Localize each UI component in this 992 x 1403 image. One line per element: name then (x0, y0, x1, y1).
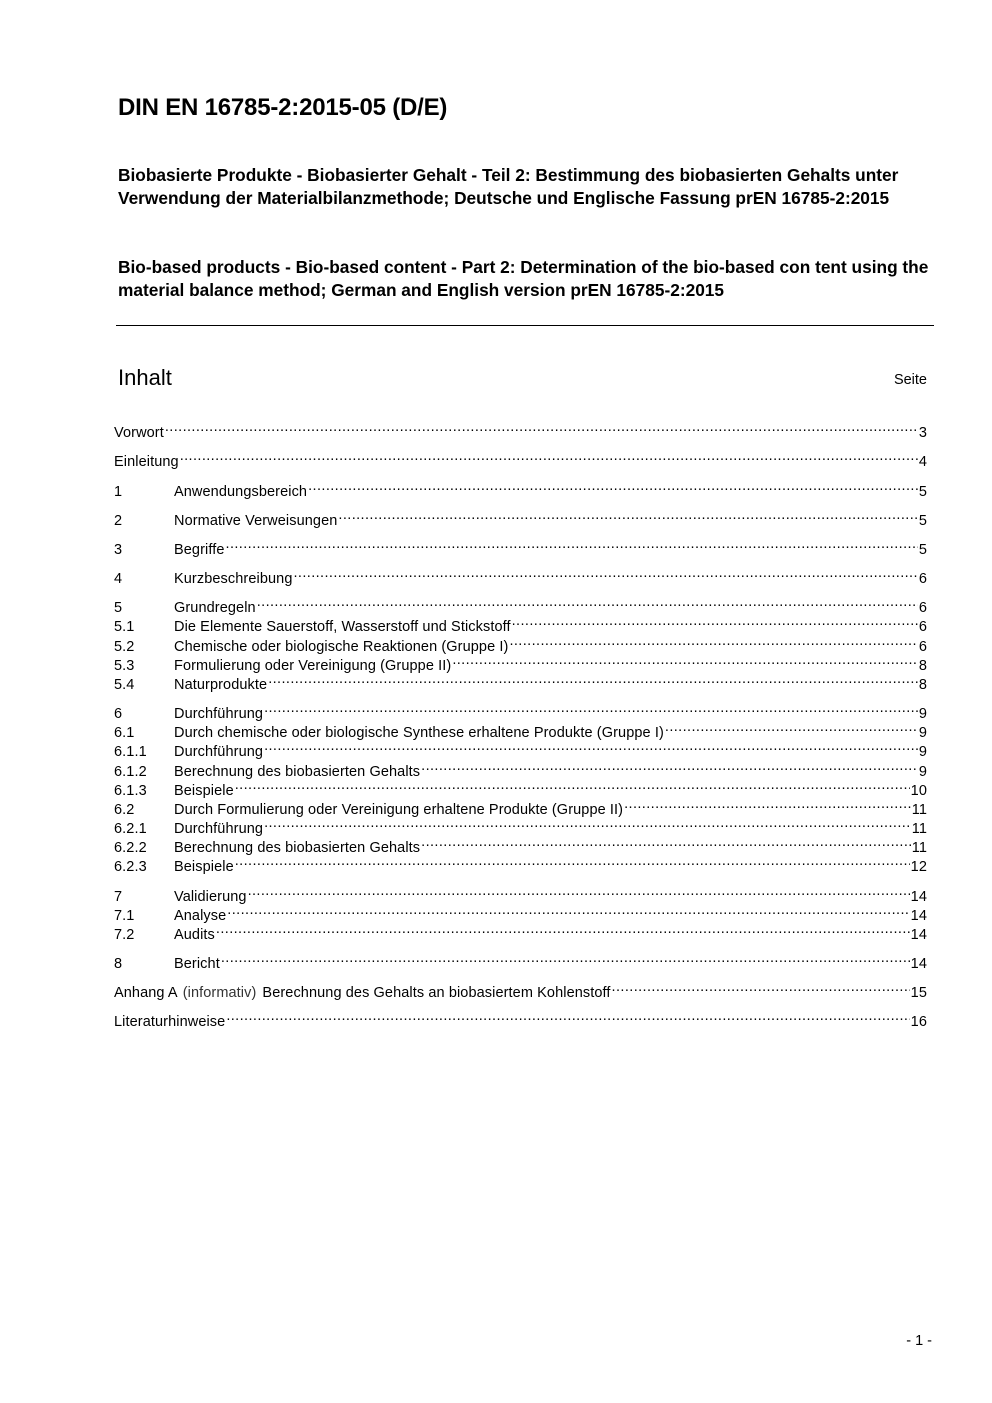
toc-entry-number: 7.2 (114, 927, 135, 943)
toc-entry-page: 15 (910, 985, 927, 1001)
toc-entry[interactable] (114, 737, 927, 760)
toc-entry[interactable] (114, 506, 927, 529)
toc-entry-number: 6.1.3 (114, 783, 147, 799)
toc-entry-title: Durch Formulierung oder Vereinigung erhaltene Produkte (Gruppe II) (174, 802, 624, 818)
toc-entry-number: 7 (114, 889, 123, 905)
toc-leader-dots (257, 593, 918, 612)
toc-entry-page: 9 (918, 744, 927, 760)
toc-entry[interactable] (114, 593, 927, 616)
toc-entry-number: 6.2.2 (114, 840, 147, 856)
toc-entry[interactable] (114, 651, 927, 674)
toc-entry[interactable] (114, 852, 927, 875)
title-divider (116, 325, 934, 326)
toc-entry-title: Berechnung des biobasierten Gehalts (174, 840, 421, 856)
toc-entry-title: Durchführung (174, 821, 264, 837)
toc-entry-title: Durch chemische oder biologische Synthese erhaltene Produkte (Gruppe I) (174, 725, 664, 741)
toc-leader-dots (264, 737, 918, 756)
toc-entry[interactable] (114, 477, 927, 500)
toc-leader-dots (235, 776, 910, 795)
toc-entry-page: 8 (918, 658, 927, 674)
toc-entry-title: Literaturhinweise (114, 1014, 226, 1030)
toc-entry-number: 5 (114, 600, 123, 616)
toc-entry-number: 8 (114, 956, 123, 972)
toc-leader-dots (612, 978, 910, 997)
toc-entry-number: 6.1.1 (114, 744, 147, 760)
page-number: - 1 - (906, 1333, 932, 1349)
toc-leader-dots (165, 418, 918, 437)
toc-entry-number: 6.2 (114, 802, 135, 818)
toc-entry-annex[interactable] (114, 978, 927, 1001)
toc-entry[interactable] (114, 795, 927, 818)
toc-entry-title: Anhang A (114, 985, 178, 1001)
toc-entry-title: Vorwort (114, 425, 164, 441)
toc-entry-title: Normative Verweisungen (174, 513, 338, 529)
toc-leader-dots (216, 920, 910, 939)
toc-leader-dots (264, 814, 911, 833)
toc-entry-number: 5.4 (114, 677, 135, 693)
toc-entry-page: 5 (918, 542, 927, 558)
toc-entry-page: 14 (910, 889, 927, 905)
toc-entry-number: 6.1.2 (114, 764, 147, 780)
toc-entry-page: 4 (918, 454, 927, 470)
toc-entry-title: Kurzbeschreibung (174, 571, 293, 587)
toc-entry-title: Beispiele (174, 859, 234, 875)
toc-leader-dots (226, 1007, 909, 1026)
toc-entry-page: 5 (918, 513, 927, 529)
toc-leader-dots (665, 718, 918, 737)
toc-entry-title: Anwendungsbereich (174, 484, 308, 500)
title-german: Biobasierte Produkte - Biobasierter Gehalt - Teil 2: Bestimmung des biobasierten Gehalts unter Verwendung der Materialbilanzmethode; Deutsche und Englische Fassung prEN 16785-2:2015 (118, 165, 899, 208)
toc-entry-page: 6 (918, 619, 927, 635)
toc-entry[interactable] (114, 814, 927, 837)
toc-heading: Inhalt (118, 365, 172, 390)
toc-entry-title: Die Elemente Sauerstoff, Wasserstoff und Stickstoff (174, 619, 511, 635)
toc-entry[interactable] (114, 949, 927, 972)
toc-leader-dots (293, 564, 917, 583)
toc-entry-title: Beispiele (174, 783, 234, 799)
toc-entry-page: 11 (911, 840, 927, 856)
toc-entry[interactable] (114, 699, 927, 722)
toc-entry-title: Bericht (174, 956, 220, 972)
toc-entry-page: 12 (910, 859, 927, 875)
toc-entry-note: (informativ) (182, 985, 257, 1001)
toc-entry[interactable] (114, 920, 927, 943)
toc-leader-dots (512, 612, 918, 631)
toc-entry-title: Grundregeln (174, 600, 256, 616)
toc-entry-page: 11 (911, 802, 927, 818)
toc-entry[interactable] (114, 670, 927, 693)
toc-entry[interactable] (114, 564, 927, 587)
toc-entry-page: 6 (918, 639, 927, 655)
toc-entry-page: 11 (911, 821, 927, 837)
toc-entry-title: Durchführung (174, 706, 264, 722)
toc-entry[interactable] (114, 632, 927, 655)
toc-entry-number: 5.1 (114, 619, 135, 635)
toc-entry-page: 16 (910, 1014, 927, 1030)
toc-entry-number: 6.2.3 (114, 859, 147, 875)
toc-leader-dots (264, 699, 918, 718)
toc-leader-dots (338, 506, 917, 525)
toc-leader-dots (221, 949, 910, 968)
toc-leader-dots (226, 535, 918, 554)
toc-leader-dots (268, 670, 918, 689)
toc-entry-page: 6 (918, 600, 927, 616)
toc-entry-page: 3 (918, 425, 927, 441)
toc-entry-number: 3 (114, 542, 123, 558)
toc-entry-title: Validierung (174, 889, 247, 905)
toc-entry[interactable] (114, 535, 927, 558)
toc-entry-number: 5.3 (114, 658, 135, 674)
toc-leader-dots (421, 757, 918, 776)
toc-entry-page: 9 (918, 764, 927, 780)
toc-entry-number: 7.1 (114, 908, 135, 924)
toc-entry-number: 1 (114, 484, 123, 500)
toc-entry-page: 5 (918, 484, 927, 500)
toc-leader-dots (624, 795, 911, 814)
toc-entry-number: 6.1 (114, 725, 135, 741)
toc-entry[interactable] (114, 447, 927, 470)
toc-entry-title: Einleitung (114, 454, 179, 470)
toc-leader-dots (452, 651, 918, 670)
toc-entry-page: 6 (918, 571, 927, 587)
toc-entry-title: Berechnung des biobasierten Gehalts (174, 764, 421, 780)
toc-entry-title: Chemische oder biologische Reaktionen (Gruppe I) (174, 639, 509, 655)
toc-entry-page: 8 (918, 677, 927, 693)
toc-page-label: Seite (893, 372, 927, 388)
toc-leader-dots (248, 882, 910, 901)
toc-entry-title: Analyse (174, 908, 227, 924)
toc-leader-dots (180, 447, 918, 466)
toc-leader-dots (308, 477, 918, 496)
toc-entry-number: 6 (114, 706, 123, 722)
toc-entry[interactable] (114, 882, 927, 905)
toc-entry[interactable] (114, 776, 927, 799)
toc-entry-page: 14 (910, 927, 927, 943)
toc-entry[interactable] (114, 1007, 927, 1030)
toc-entry-page: 14 (910, 956, 927, 972)
toc-entry-page: 9 (918, 725, 927, 741)
toc-entry[interactable] (114, 612, 927, 635)
toc-entry-title: Audits (174, 927, 215, 943)
toc-entry-page: 14 (910, 908, 927, 924)
toc-leader-dots (235, 852, 910, 871)
toc-leader-dots (227, 901, 909, 920)
toc-entry[interactable] (114, 718, 927, 741)
toc-leader-dots (509, 632, 917, 651)
toc-entry-number: 5.2 (114, 639, 135, 655)
toc-entry-subtitle: Berechnung des Gehalts an biobasiertem Kohlenstoff (262, 985, 611, 1001)
toc-entry-title: Begriffe (174, 542, 225, 558)
toc-entry-number: 6.2.1 (114, 821, 147, 837)
toc-entry-number: 4 (114, 571, 123, 587)
toc-entry-page: 10 (910, 783, 927, 799)
document-id: DIN EN 16785-2:2015-05 (D/E) (118, 94, 448, 121)
toc-entry[interactable] (114, 418, 927, 441)
toc-entry[interactable] (114, 757, 927, 780)
toc-leader-dots (421, 833, 911, 852)
toc-entry[interactable] (114, 901, 927, 924)
toc-entry-title: Formulierung oder Vereinigung (Gruppe II) (174, 658, 452, 674)
toc-entry[interactable] (114, 833, 927, 856)
title-english: Bio-based products - Bio-based content - Part 2: Determination of the bio-based con tent using the material balance method; German and English version prEN 16785-2:2015 (118, 257, 929, 300)
toc-entry-title: Naturprodukte (174, 677, 268, 693)
toc-entry-title: Durchführung (174, 744, 264, 760)
toc-entry-number: 2 (114, 513, 123, 529)
toc-entry-page: 9 (918, 706, 927, 722)
